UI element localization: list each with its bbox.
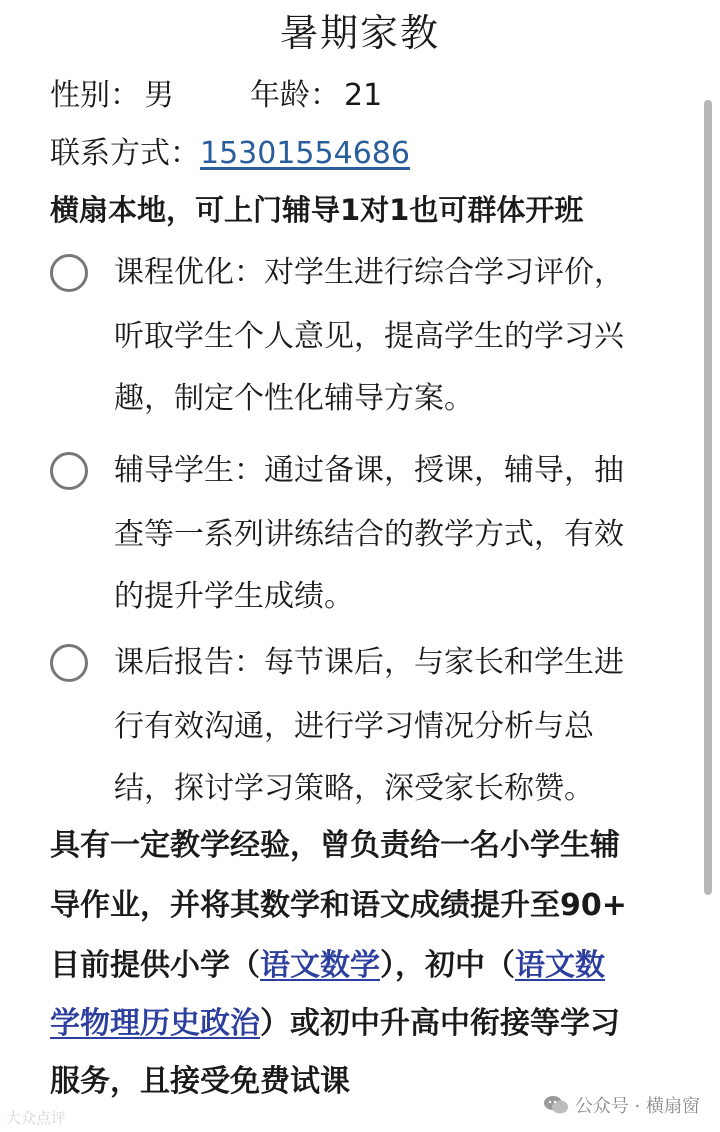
item-line: 课程优化：对学生进行综合学习评价， (114, 255, 624, 290)
paragraph-line: 服务，且接受免费试课 (50, 1064, 350, 1099)
age-value: 21 (344, 78, 383, 113)
headline: 横扇本地，可上门辅导1对1也可群体开班 (50, 193, 584, 227)
paragraph-line: 导作业，并将其数学和语文成绩提升至90+ (50, 888, 627, 923)
contact-row (50, 128, 410, 172)
phone-link[interactable]: 15301554686 (200, 136, 410, 171)
scrollbar[interactable] (704, 100, 712, 895)
link-middle-school-subjects[interactable]: 语文数 (515, 948, 605, 983)
watermark: 大众点评 (6, 1109, 67, 1127)
link-middle-school-subjects-cont[interactable]: 学物理历史政治 (50, 1006, 260, 1041)
gender-label: 性别： (50, 78, 140, 113)
gender-row (50, 70, 174, 114)
page-title: 暑期家教 (279, 11, 440, 55)
gender-value: 男 (144, 78, 174, 113)
paragraph-line: 具有一定教学经验，曾负责给一名小学生辅 (50, 828, 620, 863)
item-line: 结，探讨学习策略，深受家长称赞。 (114, 771, 594, 806)
account-name: 公众号 · 横扇窗 (574, 1096, 700, 1117)
link-chinese-math[interactable]: 语文数学 (260, 948, 380, 983)
wechat-icon (543, 1095, 569, 1115)
item-line: 趣，制定个性化辅导方案。 (114, 381, 474, 416)
item-line: 的提升学生成绩。 (114, 579, 354, 614)
contact-label: 联系方式： (50, 136, 200, 171)
radio-circle[interactable] (50, 254, 88, 292)
age-label: 年龄： (250, 78, 340, 113)
age-row (250, 70, 382, 114)
paragraph-line (50, 1005, 620, 1043)
item-line: 查等一系列讲练结合的教学方式，有效 (114, 517, 624, 552)
paragraph-text: 目前提供小学（ (50, 948, 260, 983)
radio-circle[interactable] (50, 644, 88, 682)
item-line: 课后报告：每节课后，与家长和学生进 (114, 645, 624, 680)
account-attribution (543, 1092, 700, 1118)
item-line: 行有效沟通，进行学习情况分析与总 (114, 709, 594, 744)
item-line: 听取学生个人意见，提高学生的学习兴 (114, 319, 624, 354)
paragraph-text: ）或初中升高中衔接等学习 (260, 1006, 620, 1041)
paragraph-text: ），初中（ (380, 948, 515, 983)
paragraph-line (50, 947, 605, 985)
radio-circle[interactable] (50, 452, 88, 490)
item-line: 辅导学生：通过备课，授课，辅导，抽 (114, 453, 624, 488)
